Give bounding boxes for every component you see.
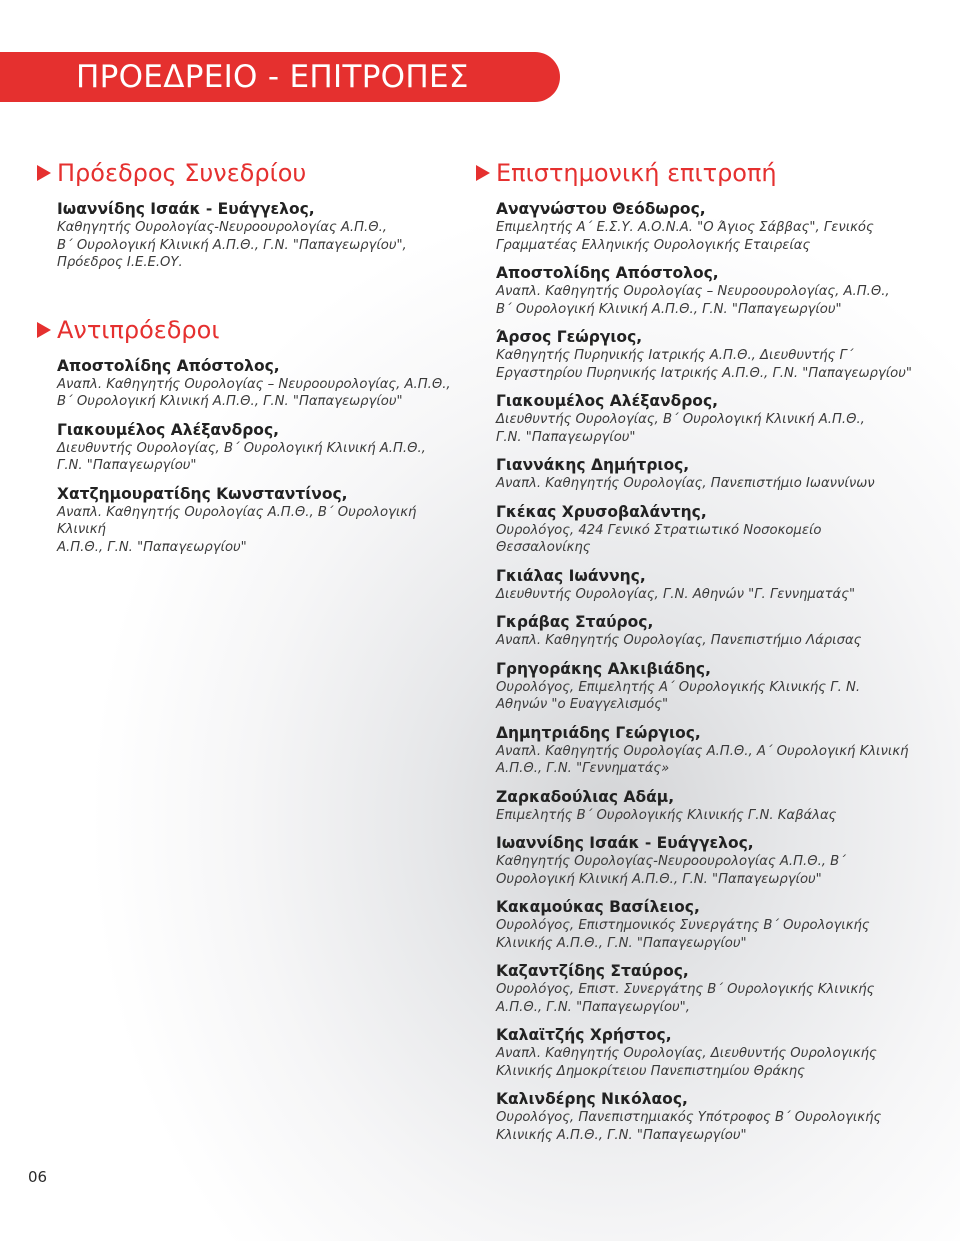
person-description: Αναπλ. Καθηγητής Ουρολογίας Α.Π.Θ., Β΄ Ουρολογική Κλινική Α.Π.Θ., Γ.Ν. "Παπαγεωργίου" — [57, 504, 417, 555]
heading-text: Πρόεδρος Συνεδρίου — [57, 159, 307, 187]
person-name: Αποστολίδης Απόστολος, — [496, 264, 719, 282]
person-entry — [496, 787, 916, 825]
triangle-bullet-icon — [476, 165, 490, 181]
person-description: Αναπλ. Καθηγητής Ουρολογίας – Νευροουρολογίας, Α.Π.Θ., Β΄ Ουρολογική Κλινική Α.Π.Θ., Γ.Ν. "Παπαγεωργίου" — [57, 376, 451, 409]
person-entry — [496, 961, 916, 1016]
person-name: Γιακουμέλος Αλέξανδρος, — [57, 420, 280, 439]
person-entry — [496, 1089, 916, 1144]
person-description: Αναπλ. Καθηγητής Ουρολογίας Α.Π.Θ., Α΄ Ουρολογική Κλινική Α.Π.Θ., Γ.Ν. "Γεννηματάς» — [496, 743, 909, 776]
person-description: Διευθυντής Ουρολογίας, Γ.Ν. Αθηνών "Γ. Γεννηματάς" — [496, 586, 856, 602]
person-description: Αναπλ. Καθηγητής Ουρολογίας – Νευροουρολογίας, Α.Π.Θ., Β΄ Ουρολογική Κλινική Α.Π.Θ., Γ.Ν. "Παπαγεωργίου" — [496, 284, 890, 317]
person-name: Δημητριάδης Γεώργιος, — [496, 723, 701, 742]
person-description: Αναπλ. Καθηγητής Ουρολογίας, Διευθυντής Ουρολογικής Κλινικής Δημοκρίτειου Πανεπιστημίου Θράκης — [496, 1046, 877, 1079]
person-description: Ουρολόγος, Πανεπιστημιακός Υπότροφος Β΄ Ουρολογικής Κλινικής Α.Π.Θ., Γ.Ν. "Παπαγεωργίου" — [496, 1110, 882, 1143]
person-name: Γκέκας Χρυσοβαλάντης, — [496, 502, 707, 521]
person-name: Γρηγοράκης Αλκιβιάδης, — [496, 659, 711, 678]
person-entry — [496, 391, 916, 446]
person-description: Καθηγητής Ουρολογίας-Νευροουρολογίας Α.Π.Θ., Β΄ Ουρολογική Κλινική Α.Π.Θ., Γ.Ν. "Παπαγεωργίου" — [496, 854, 846, 887]
person-entry — [496, 327, 916, 382]
person-name: Γκιάλας Ιωάννης, — [496, 566, 646, 585]
person-entry — [57, 199, 467, 272]
header-banner — [0, 52, 560, 102]
triangle-bullet-icon — [37, 165, 51, 181]
person-entry — [57, 356, 467, 411]
person-description: Διευθυντής Ουρολογίας, Β΄ Ουρολογική Κλινική Α.Π.Θ., Γ.Ν. "Παπαγεωργίου" — [496, 412, 865, 445]
person-entry — [496, 566, 916, 604]
person-description: Ουρολόγος, Επιμελητής Α΄ Ουρολογικής Κλινικής Γ. Ν. Αθηνών "ο Ευαγγελισμός" — [496, 679, 861, 712]
person-description: Διευθυντής Ουρολογίας, Β΄ Ουρολογική Κλινική Α.Π.Θ., Γ.Ν. "Παπαγεωργίου" — [57, 440, 426, 473]
person-entry — [496, 897, 916, 952]
section-heading — [37, 312, 467, 348]
person-name: Χατζημουρατίδης Κωνσταντίνος, — [57, 484, 348, 503]
person-description: Επιμελητής Α΄ Ε.Σ.Υ. Α.Ο.Ν.Α. "Ο Άγιος Σάββας", Γενικός Γραμματέας Ελληνικής Ουρολογικής Εταιρείας — [496, 220, 874, 253]
person-name: Καλινδέρης Νικόλαος, — [496, 1090, 688, 1108]
left-column — [37, 155, 467, 584]
heading-text: Επιστημονική επιτροπή — [496, 159, 777, 187]
section-president — [37, 155, 467, 272]
section-vice-presidents — [37, 312, 467, 557]
person-entry — [496, 612, 916, 650]
person-entry — [496, 723, 916, 778]
page-number: 06 — [28, 1168, 48, 1186]
person-name: Κακαμούκας Βασίλειος, — [496, 898, 700, 916]
person-name: Αποστολίδης Απόστολος, — [57, 356, 280, 375]
person-name: Γιαννάκης Δημήτριος, — [496, 456, 690, 474]
person-description: Αναπλ. Καθηγητής Ουρολογίας, Πανεπιστήμιο Ιωαννίνων — [496, 476, 875, 491]
person-description: Ουρολόγος, Επιστημονικός Συνεργάτης Β΄ Ουρολογικής Κλινικής Α.Π.Θ., Γ.Ν. "Παπαγεωργίου" — [496, 918, 870, 951]
section-heading — [37, 155, 467, 191]
person-name: Ζαρκαδούλιας Αδάμ, — [496, 787, 675, 806]
person-name: Γιακουμέλος Αλέξανδρος, — [496, 392, 719, 410]
person-description: Καθηγητής Πυρηνικής Ιατρικής Α.Π.Θ., Διευθυντής Γ΄ Εργαστηρίου Πυρηνικής Ιατρικής Α.Π.Θ., Γ.Ν. "Παπαγεωργίου" — [496, 348, 912, 381]
person-entry — [496, 1025, 916, 1080]
person-entry — [496, 455, 916, 493]
page-title: ΠΡΟΕΔΡΕΙΟ - ΕΠΙΤΡΟΠΕΣ — [76, 59, 469, 95]
section-scientific-committee — [476, 155, 916, 1144]
person-entry — [496, 659, 916, 714]
person-name: Αναγνώστου Θεόδωρος, — [496, 200, 706, 218]
people-list — [57, 356, 467, 557]
person-name: Ιωαννίδης Ισαάκ - Ευάγγελος, — [57, 200, 315, 218]
person-entry — [496, 502, 916, 557]
right-column — [476, 155, 916, 1172]
person-entry — [496, 833, 916, 888]
person-name: Γκράβας Σταύρος, — [496, 613, 654, 631]
heading-text: Αντιπρόεδροι — [57, 315, 220, 344]
person-description: Αναπλ. Καθηγητής Ουρολογίας, Πανεπιστήμιο Λάρισας — [496, 633, 862, 648]
person-description: Ουρολόγος, 424 Γενικό Στρατιωτικό Νοσοκομείο Θεσσαλονίκης — [496, 522, 822, 555]
person-description: Καθηγητής Ουρολογίας-Νευροουρολογίας Α.Π.Θ., Β΄ Ουρολογική Κλινική Α.Π.Θ., Γ.Ν. "Παπαγεωργίου", Πρόεδρος Ι.Ε.Ε.ΟΥ. — [57, 220, 407, 270]
person-name: Ιωαννίδης Ισαάκ - Ευάγγελος, — [496, 834, 754, 852]
person-entry — [57, 420, 467, 475]
people-list — [57, 199, 467, 272]
person-entry — [496, 263, 916, 318]
person-name: Καλαϊτζής Χρήστος, — [496, 1026, 672, 1044]
person-name: Άρσος Γεώργιος, — [496, 328, 643, 346]
section-heading — [476, 155, 916, 191]
person-entry — [57, 484, 467, 557]
triangle-bullet-icon — [37, 322, 51, 338]
person-name: Καζαντζίδης Σταύρος, — [496, 962, 689, 980]
person-description: Επιμελητής Β΄ Ουρολογικής Κλινικής Γ.Ν. Καβάλας — [496, 807, 837, 823]
person-description: Ουρολόγος, Επιστ. Συνεργάτης Β΄ Ουρολογικής Κλινικής Α.Π.Θ., Γ.Ν. "Παπαγεωργίου", — [496, 982, 875, 1015]
people-list — [496, 199, 916, 1144]
person-entry — [496, 199, 916, 254]
